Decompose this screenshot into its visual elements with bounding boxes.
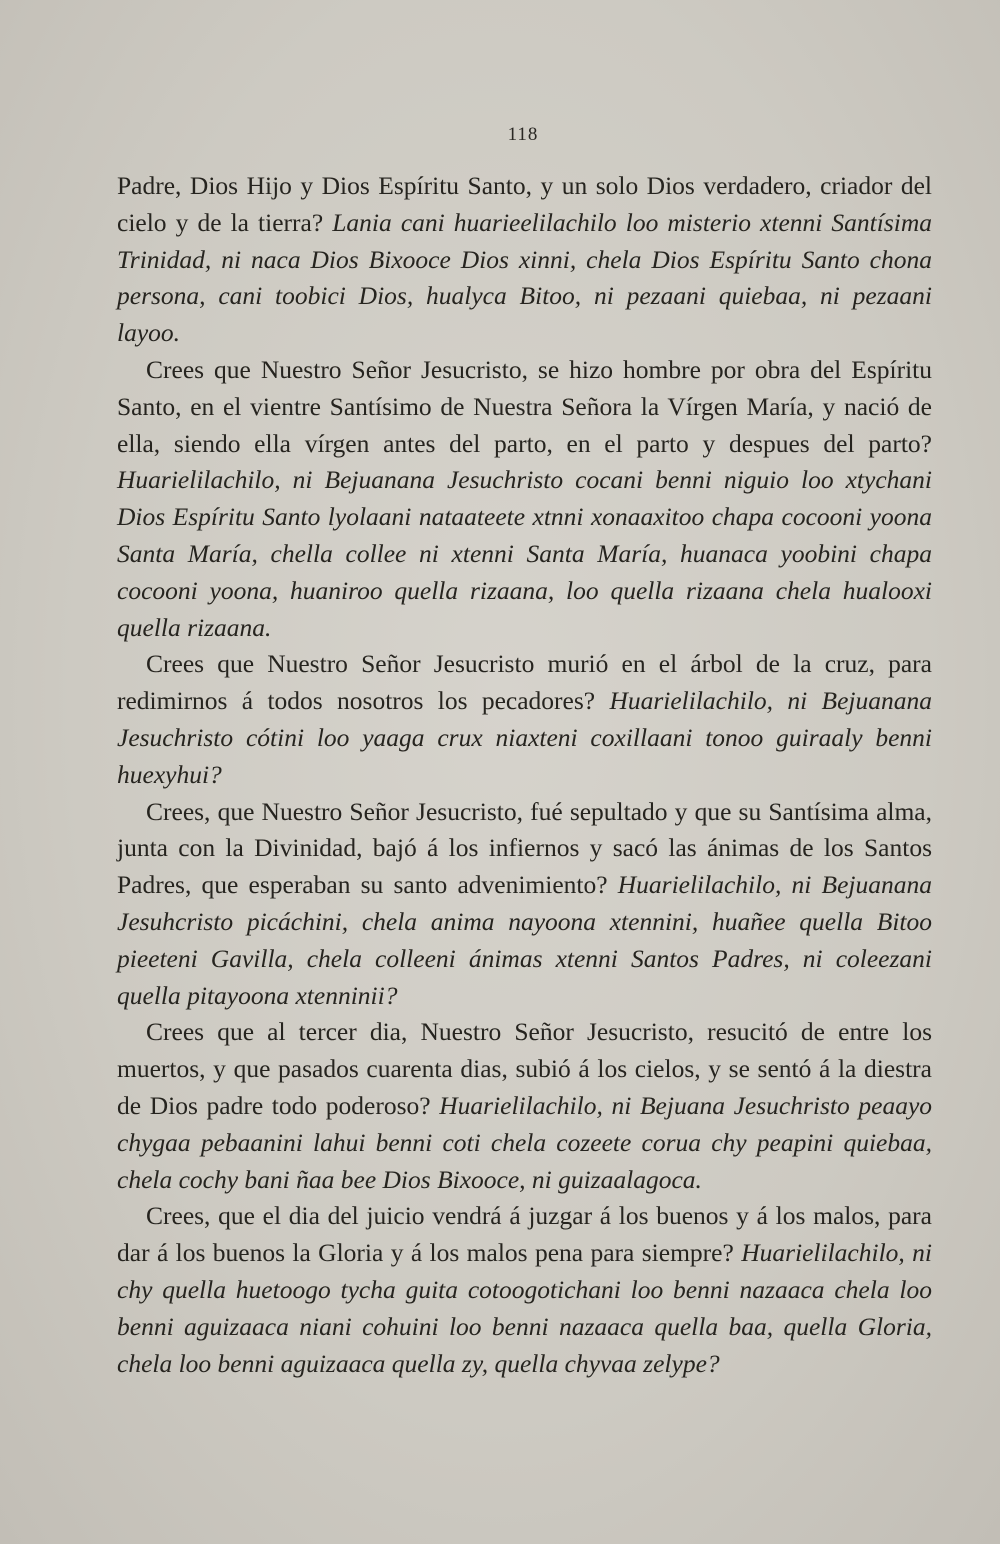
spanish-text: Crees que al tercer dia, Nuestro Señor Jesucristo, resucitó de entre los muertos, y que pasados cuarenta dias, subió á los cielos, y se sentó á la diestra de Dios padre todo poderoso? bbox=[117, 1017, 932, 1120]
paragraph-4 bbox=[117, 794, 932, 1015]
page-number: 118 bbox=[507, 124, 539, 145]
paragraph-6 bbox=[117, 1198, 932, 1382]
paragraph-1 bbox=[117, 168, 932, 352]
zapotec-text: Huarielilachilo, ni chy quella huetoogo tycha guita cotoogotichani loo benni nazaaca chela loo benni aguizaaca niani cohuini loo benni nazaaca quella baa, quella Gloria, chela loo benni aguizaaca quella zy, quella chyvaa zelype? bbox=[117, 1238, 933, 1378]
paragraph-2 bbox=[117, 352, 932, 646]
zapotec-text: Huarielilachilo, ni Bejuanana Jesuchristo cocani benni niguio loo xtychani Dios Espíritu Santo lyolaani nataateete xtnni xonaaxitoo chapa cocooni yoona Santa María, chella collee ni xtenni Santa María, huanaca yoobini chapa cocooni yoona, huaniroo quella rizaana, loo quella rizaana chela hualooxi quella rizaana. bbox=[117, 465, 932, 642]
body-text bbox=[117, 168, 932, 1382]
zapotec-text: Huarielilachilo, ni Bejuana Jesuchristo peaayo chygaa pebaanini lahui benni coti chela cozeete corua chy peapini quiebaa, chela cochy bani ñaa bee Dios Bixooce, ni guizaalagoca. bbox=[117, 1090, 933, 1194]
paragraph-3 bbox=[117, 646, 932, 793]
spanish-text: Crees que Nuestro Señor Jesucristo, se hizo hombre por obra del Espíritu Santo, en el vientre Santísimo de Nuestra Señora la Vírgen María, y nació de ella, siendo ella vírgen antes del parto, en el parto y despues del parto? bbox=[117, 354, 932, 458]
spanish-text: Crees, que Nuestro Señor Jesucristo, fué sepultado y que su Santísima alma, junta con la Divinidad, bajó á los infiernos y sacó las ánimas de los Santos Padres, que esperaban su santo advenimiento? bbox=[117, 796, 932, 900]
paragraph-5 bbox=[117, 1014, 932, 1198]
zapotec-text: Huarielilachilo, ni Bejuanana Jesuchristo cótini loo yaaga crux niaxteni coxillaani tonoo guiraaly benni huexyhui? bbox=[117, 686, 933, 789]
spanish-text: Padre, Dios Hijo y Dios Espíritu Santo, y un solo Dios verdadero, criador del cielo y de la tierra? bbox=[117, 171, 932, 237]
zapotec-text: Lania cani huarieelilachilo loo misterio xtenni Santísima Trinidad, ni naca Dios Bixooce Dios xinni, chela Dios Espíritu Santo chona persona, cani toobici Dios, hualyca Bitoo, ni pezaani quiebaa, ni pezaani layoo. bbox=[117, 207, 933, 348]
spanish-text: Crees que Nuestro Señor Jesucristo murió en el árbol de la cruz, para redimirnos á todos nosotros los pecadores? bbox=[117, 649, 932, 716]
zapotec-text: Huarielilachilo, ni Bejuanana Jesuhcristo picáchini, chela anima nayoona xtennini, huañee quella Bitoo pieeteni Gavilla, chela colleeni ánimas xtenni Santos Padres, ni coleezani quella pitayoona xtenninii? bbox=[117, 870, 932, 1010]
spanish-text: Crees, que el dia del juicio vendrá á juzgar á los buenos y á los malos, para dar á los buenos la Gloria y á los malos pena para siempre? bbox=[117, 1201, 932, 1268]
